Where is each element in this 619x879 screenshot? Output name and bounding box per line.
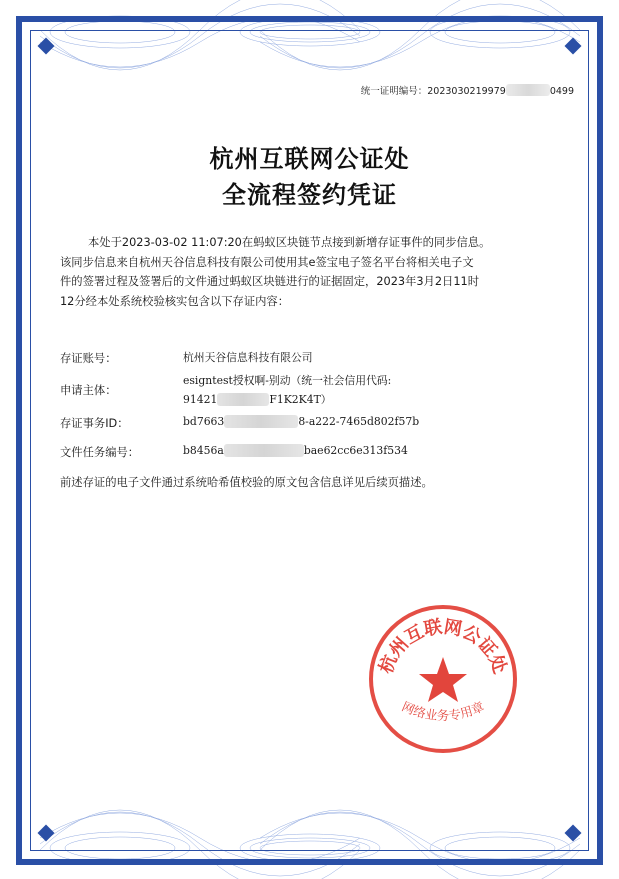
title-line-1: 杭州互联网公证处 [209,144,410,173]
body-line: 本处于2023-03-02 11:07:20在蚂蚁区块链节点接到新增存证事件的同步信息。 [88,236,491,249]
redaction-mask [217,393,269,406]
body-line: 件的签署过程及签署后的文件通过蚂蚁区块链进行的证据固定，2023年3月2日11时 [60,275,480,288]
field-value-prefix: bd7663 [183,415,225,428]
field-label: 申请主体： [60,384,117,397]
field-value: esigntest授权啊-别动（统一社会信用代码: [183,374,392,387]
certificate-id-label: 统一证明编号： [360,86,428,97]
field-value-suffix: F1K2K4T） [269,393,332,406]
official-seal [368,604,518,754]
field-label: 存证账号： [60,352,117,365]
certificate-id [361,83,574,97]
seal-bottom-text: 网络业务专用章 [399,698,487,723]
seal-top-text: 杭州互联网公证处 [375,616,511,677]
title-line-2: 全流程签约凭证 [222,180,397,209]
redaction-mask [224,444,304,457]
field-value-line2 [183,392,332,407]
field-value-prefix: 91421 [183,393,218,406]
certificate-id-suffix: 0499 [549,86,574,97]
body-line: 该同步信息来自杭州天谷信息科技有限公司使用其e签宝电子签名平台将相关电子文 [60,255,474,269]
field-value-prefix: b8456a [183,444,224,457]
field-label: 存证事务ID： [60,417,129,430]
field-value [183,444,408,457]
redaction-mask [506,84,550,96]
field-value: 杭州天谷信息科技有限公司 [183,351,313,364]
field-value [183,415,419,428]
body-line: 12分经本处系统校验核实包含以下存证内容： [60,294,290,308]
closing-statement: 前述存证的电子文件通过系统哈希值校验的原文包含信息详见后续页描述。 [60,476,433,489]
field-value-suffix: 8-a222-7465d802f57b [298,415,420,428]
field-label: 文件任务编号： [60,446,140,459]
star-icon [419,657,467,702]
svg-text:网络业务专用章 [400,699,487,723]
redaction-mask [224,415,298,428]
body-paragraph [60,233,560,311]
field-value-suffix: bae62cc6e313f534 [303,444,408,457]
certificate-id-prefix: 2023030219979 [427,86,506,97]
